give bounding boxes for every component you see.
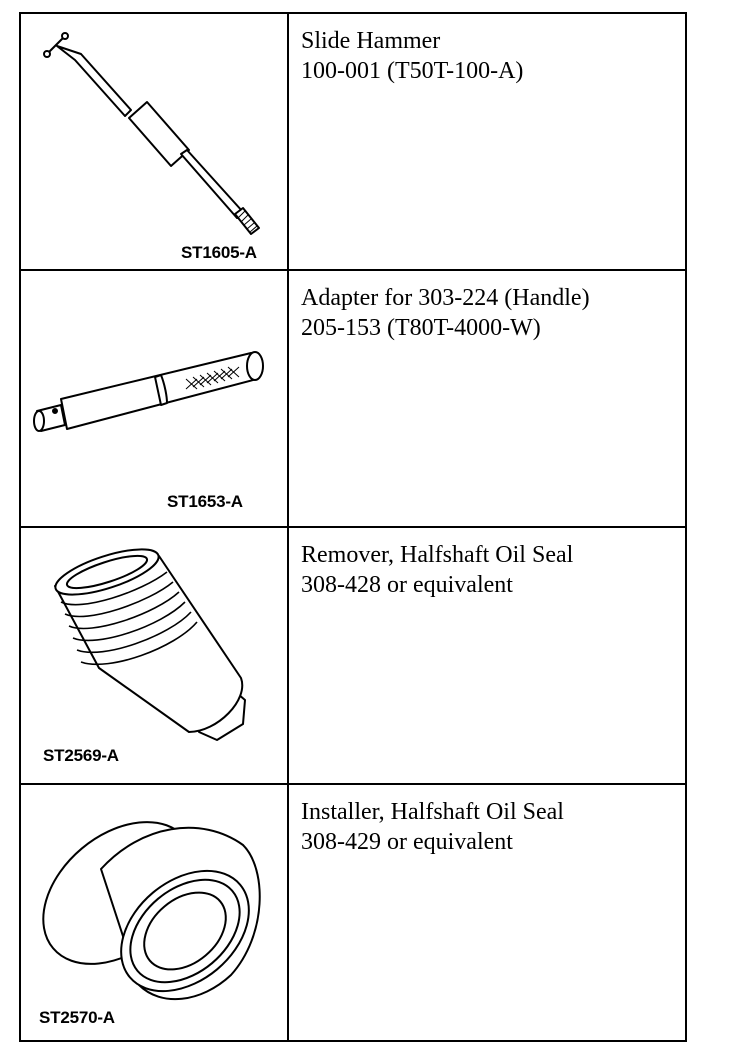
tool-image-cell [20, 527, 288, 784]
tool-name: Adapter for 303-224 (Handle) [301, 285, 590, 311]
table-row [20, 270, 686, 527]
tool-image-code: ST2570-A [39, 1008, 115, 1027]
seal-installer-icon [21, 785, 287, 1040]
tool-number: 308-429 or equivalent [301, 829, 513, 855]
seal-remover-icon [21, 528, 287, 783]
tool-description-cell [288, 784, 686, 1041]
tool-name: Slide Hammer [301, 28, 441, 54]
slide-hammer-icon [21, 14, 287, 269]
tool-description-cell [288, 270, 686, 527]
tool-image-code: ST1605-A [181, 243, 257, 262]
tool-name: Remover, Halfshaft Oil Seal [301, 542, 574, 568]
special-tools-table [19, 12, 687, 1042]
table-row [20, 527, 686, 784]
tool-description-cell [288, 527, 686, 784]
tool-number: 100-001 (T50T-100-A) [301, 58, 524, 84]
table-row [20, 784, 686, 1041]
tool-image-cell [20, 784, 288, 1041]
tool-image-cell [20, 270, 288, 527]
tool-image-cell [20, 13, 288, 270]
tool-number: 308-428 or equivalent [301, 572, 513, 598]
tool-number: 205-153 (T80T-4000-W) [301, 315, 541, 341]
tool-image-code: ST1653-A [167, 492, 243, 511]
table-row [20, 13, 686, 270]
tool-image-code: ST2569-A [43, 746, 119, 765]
tool-name: Installer, Halfshaft Oil Seal [301, 799, 564, 825]
tool-description-cell [288, 13, 686, 270]
adapter-icon [21, 271, 287, 526]
